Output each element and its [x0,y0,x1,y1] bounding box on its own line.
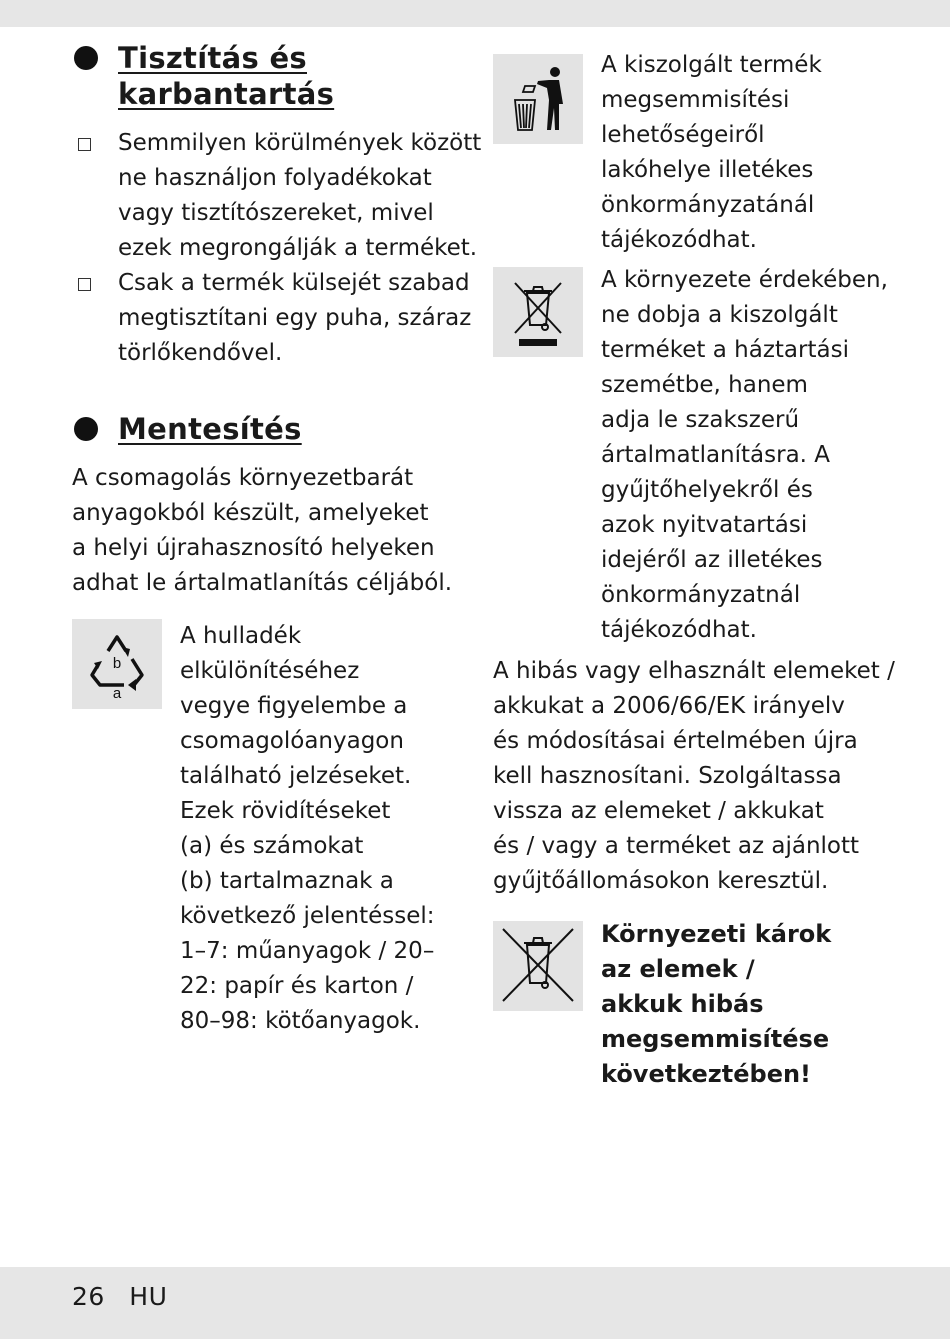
text-line: idejéről az illetékes [601,547,823,573]
checkbox-square-icon [78,138,91,151]
bullet-dot [74,417,98,441]
text-line: következő jelentéssel: [180,903,435,929]
text-line: gyűjtőállomásokon keresztül. [493,868,829,894]
recycle-text [180,619,462,1039]
text-line: következtében! [601,1060,811,1088]
recycle-section [72,619,462,1039]
warning-section [493,917,893,1092]
bullet-dot [74,46,98,70]
text-line: Semmilyen körülmények között [118,130,482,156]
text-line: vagy tisztítószereket, mivel [118,200,434,226]
text-line: megsemmisítési [601,87,790,113]
weee-text [601,263,893,648]
text-line: tájékozódhat. [601,617,757,643]
text-line: adhat le ártalmatlanítás céljából. [72,570,453,596]
text-line: Ezek rövidítéseket [180,798,391,824]
text-line: A hibás vagy elhasznált elemeket / [493,658,895,684]
text-line: ártalmatlanításra. A [601,442,831,468]
text-line: azok nyitvatartási [601,512,808,538]
text-line: (b) tartalmaznak a [180,868,394,894]
text-line: lehetőségeiről [601,122,765,148]
text-line: vissza az elemeket / akkukat [493,798,824,824]
text-line: törlőkendővel. [118,340,283,366]
text-line: anyagokból készült, amelyeket [72,500,429,526]
weee-section [493,263,893,648]
text-line: (a) és számokat [180,833,364,859]
text-line: Környezeti károk [601,920,832,948]
text-line: terméket a háztartási [601,337,849,363]
right-column [493,48,893,1092]
text-line: megsemmisítése [601,1025,830,1053]
left-column [72,40,482,1039]
cleaning-heading [72,40,462,112]
battery-text [493,654,893,899]
text-line: A csomagolás környezetbarát [72,465,414,491]
disposal-intro [72,461,462,601]
disposal-heading [72,411,462,447]
text-line: A környezete érdekében, [601,267,888,293]
text-line: A hulladék [180,623,302,649]
text-line: az elemek / [601,955,755,983]
text-line: található jelzéseket. [180,763,412,789]
text-line: 22: papír és karton / [180,973,414,999]
text-line: kell hasznosítani. Szolgáltassa [493,763,842,789]
text-line: a helyi újrahasznosító helyeken [72,535,435,561]
text-line: és / vagy a terméket az ajánlott [493,833,860,859]
text-line: adja le szakszerű [601,407,800,433]
crossed-bin-icon [493,921,583,1011]
text-line: önkormányzatánál [601,192,815,218]
text-line: 1–7: műanyagok / 20– [180,938,435,964]
text-line: A kiszolgált termék [601,52,822,78]
heading-line: karbantartás [118,77,335,111]
text-line: szemétbe, hanem [601,372,808,398]
text-line: ne dobja a kiszolgált [601,302,838,328]
text-line: megtisztítani egy puha, száraz [118,305,472,331]
text-line: akkukat a 2006/66/EK irányelv [493,693,845,719]
text-line: Csak a termék külsejét szabad [118,270,470,296]
text-line: elkülönítéséhez [180,658,360,684]
cleaning-item-1 [72,126,482,266]
crossed-bin-bar-icon [493,267,583,357]
checkbox-square-icon [78,278,91,291]
top-bar [0,0,950,27]
text-line: és módosításai értelmében újra [493,728,858,754]
text-line: akkuk hibás [601,990,764,1018]
trash-person-icon [493,54,583,144]
text-line: 80–98: kötőanyagok. [180,1008,421,1034]
trash-section [493,48,893,258]
text-line: ezek megrongálják a terméket. [118,235,478,261]
text-line: önkormányzatnál [601,582,801,608]
recycle-label-a: a [112,685,122,702]
text-line: vegye figyelembe a [180,693,408,719]
page-number: 26 [72,1282,105,1311]
warning-text [601,917,893,1092]
text-line: gyűjtőhelyekről és [601,477,813,503]
text-line: lakóhelye illetékes [601,157,814,183]
text-line: ne használjon folyadékokat [118,165,432,191]
heading-line: Tisztítás és [118,41,307,75]
language-code: HU [129,1282,168,1311]
recycle-icon [72,619,162,709]
text-line: tájékozódhat. [601,227,757,253]
heading-line: Mentesítés [118,412,302,446]
recycle-label-b: b [112,655,122,672]
footer [72,1282,183,1311]
cleaning-item-2 [72,266,472,371]
text-line: csomagolóanyagon [180,728,404,754]
trash-text [601,48,893,258]
